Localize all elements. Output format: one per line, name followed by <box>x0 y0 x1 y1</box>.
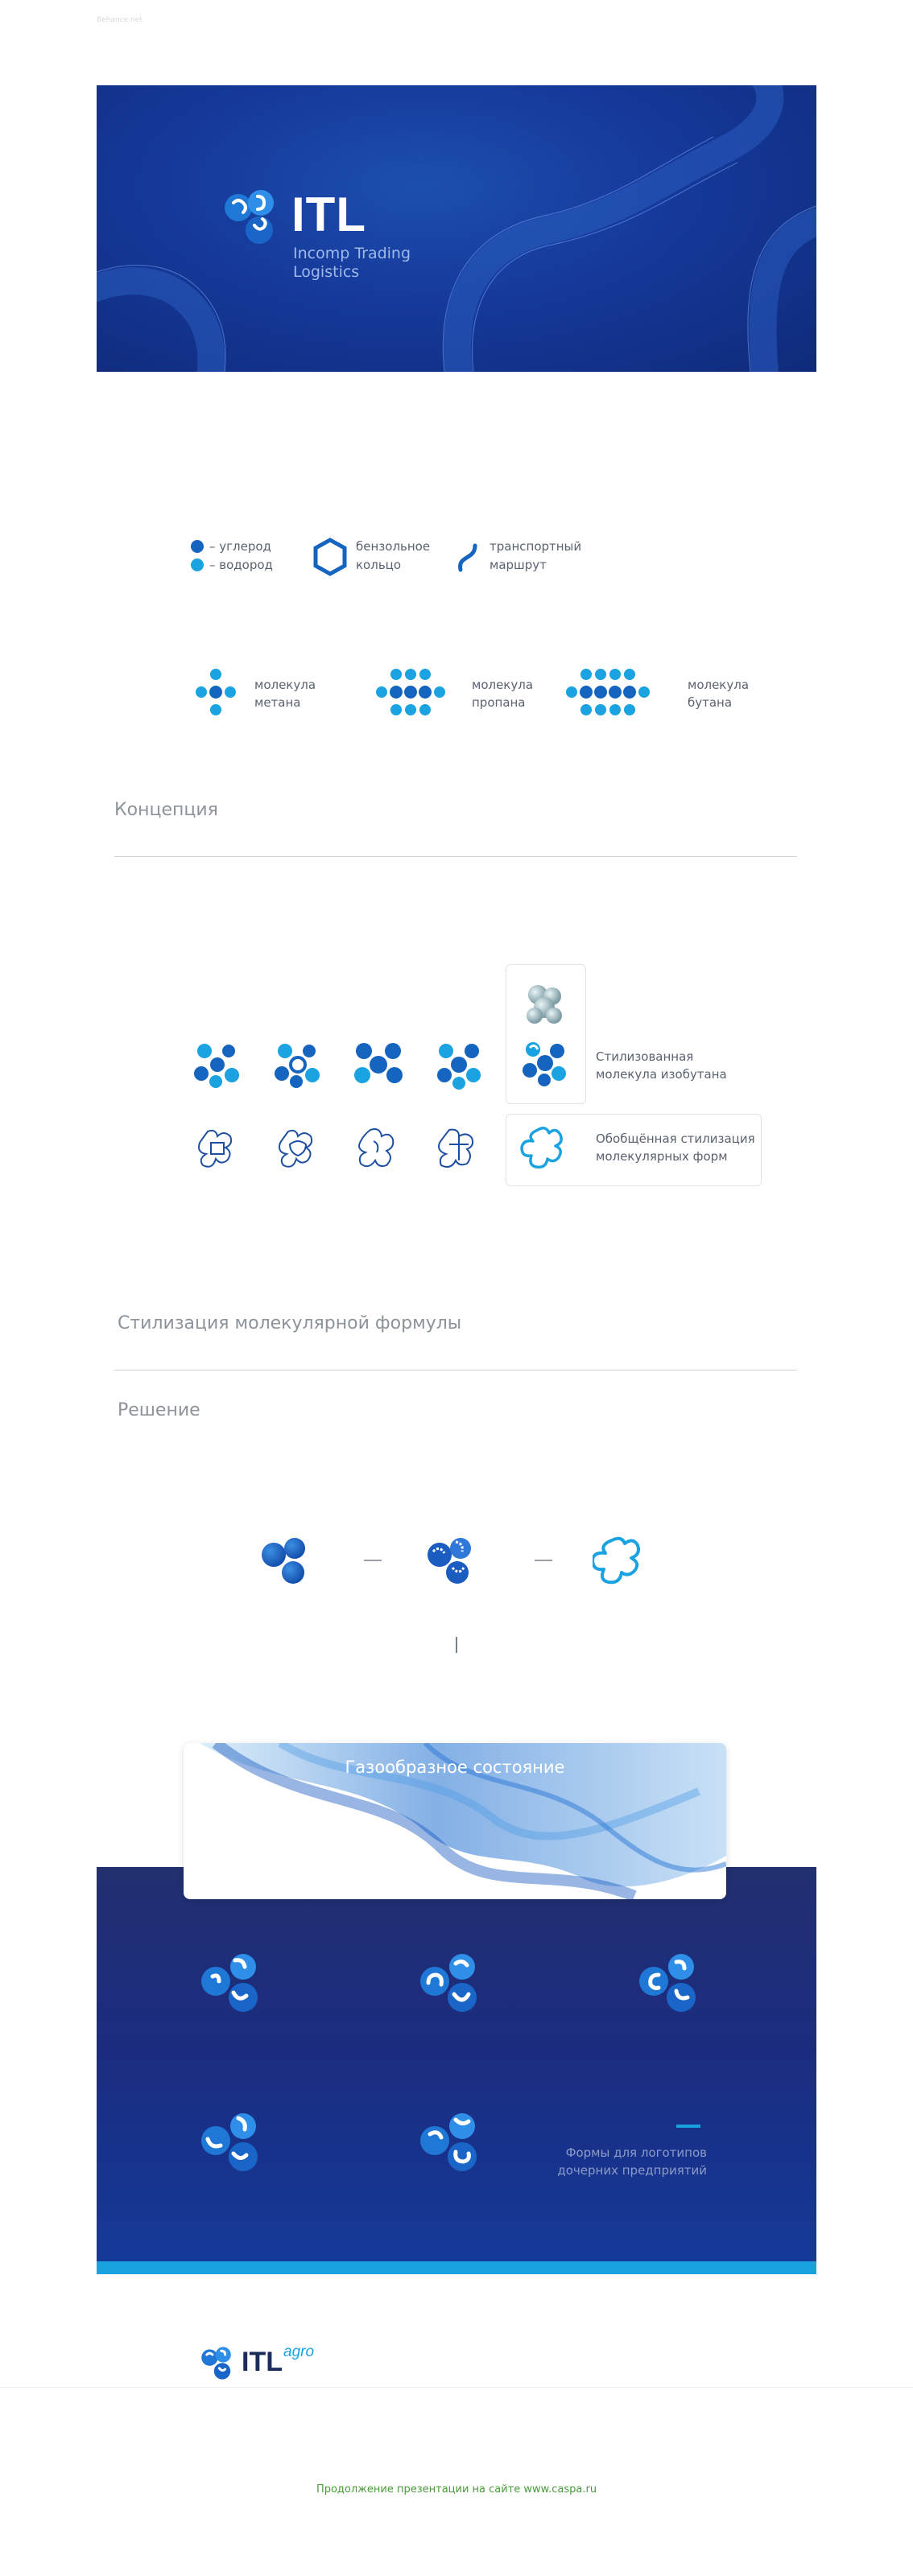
molecule-butane-2: бутана <box>688 695 733 710</box>
three-spheres-icon <box>258 1534 311 1587</box>
molecule-propane-1: молекула <box>472 678 534 692</box>
sphere-molecule-icon <box>520 979 570 1028</box>
legend-carbon: – углерод <box>209 539 271 554</box>
subsidiaries-text-2: дочерних предприятий <box>557 2163 707 2178</box>
footer-link[interactable]: Продолжение презентации на сайте www.caspa.ru <box>316 2483 597 2496</box>
legend-benzene-2: кольцо <box>356 558 402 572</box>
gas-title: Газообразное состояние <box>345 1758 565 1777</box>
generalized-form-icon <box>520 1123 572 1175</box>
molecule-butane-1: молекула <box>688 678 750 692</box>
legend-route-2: маршрут <box>490 558 547 572</box>
subsidiary-mark-5 <box>417 2107 490 2179</box>
solution-title: Решение <box>118 1400 200 1420</box>
legend-hydrogen: – водород <box>209 558 273 572</box>
hero-banner <box>97 85 816 372</box>
dash-2 <box>535 1560 552 1561</box>
stylized-label-1: Стилизованная <box>596 1049 694 1064</box>
subsidiary-mark-3 <box>636 1947 709 2020</box>
molecule-methane-1: молекула <box>254 678 316 692</box>
concept-title: Концепция <box>114 800 218 820</box>
subsidiary-mark-4 <box>198 2107 271 2179</box>
subsidiary-mark-1 <box>198 1947 271 2020</box>
subsidiaries-panel <box>97 1867 816 2274</box>
cyan-strip <box>97 2261 816 2274</box>
hero-subtitle-1: Incomp Trading <box>293 245 411 262</box>
itl-logo-mark <box>219 187 283 251</box>
carbon-dot-icon <box>190 538 206 578</box>
filled-molecule-1 <box>194 1044 239 1088</box>
legend-route-1: транспортный <box>490 539 582 554</box>
vertical-divider <box>456 1637 457 1653</box>
cut-spheres-icon <box>422 1534 478 1587</box>
agro-logo-mark <box>198 2345 237 2384</box>
accent-dash <box>676 2125 700 2128</box>
filled-molecules-row <box>192 1038 498 1091</box>
molecule-methane-2: метана <box>254 695 301 710</box>
subsidiary-mark-2 <box>417 1947 490 2020</box>
subsidiaries-text-1: Формы для логотипов <box>565 2145 707 2160</box>
stylization-title: Стилизация молекулярной формулы <box>118 1313 462 1333</box>
route-icon <box>451 538 486 576</box>
butane-molecule-icon <box>560 666 670 719</box>
stylized-isobutane-icon <box>520 1038 570 1088</box>
benzene-ring-icon <box>312 538 348 576</box>
footer-band <box>0 2387 913 2576</box>
gas-state-card <box>184 1743 726 1899</box>
generalized-label-2: молекулярных форм <box>596 1149 728 1164</box>
outline-form-icon <box>593 1534 649 1590</box>
top-label: Behance.net <box>97 16 143 24</box>
hero-logo-text: ITL <box>291 188 366 241</box>
molecule-propane-2: пропана <box>472 695 526 710</box>
agro-logo-text: ITL <box>242 2347 283 2377</box>
concept-divider <box>114 856 797 857</box>
hero-subtitle-2: Logistics <box>293 263 360 281</box>
agro-suffix: agro <box>283 2343 315 2360</box>
propane-molecule-icon <box>370 666 467 719</box>
outline-molecules-row <box>192 1125 498 1178</box>
generalized-label-1: Обобщённая стилизация <box>596 1131 755 1146</box>
legend-benzene-1: бензольное <box>356 539 431 554</box>
methane-molecule-icon <box>190 666 250 719</box>
dash-1 <box>364 1560 382 1561</box>
stylized-label-2: молекула изобутана <box>596 1067 727 1082</box>
hero-decor <box>97 85 816 372</box>
